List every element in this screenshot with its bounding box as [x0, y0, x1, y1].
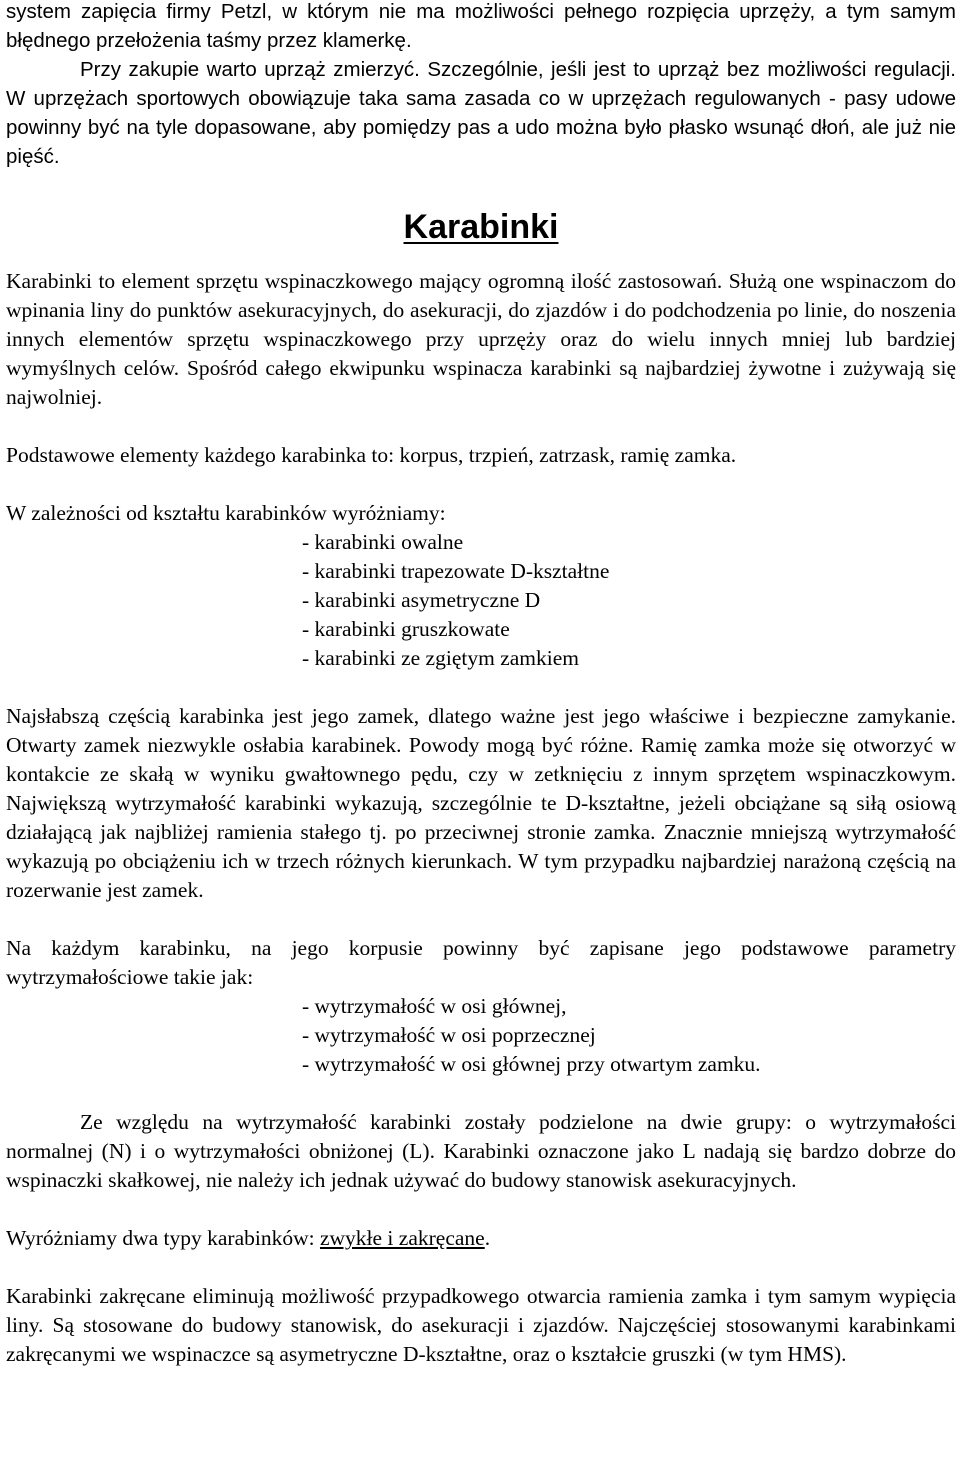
paragraph-parameters-intro: Na każdym karabinku, na jego korpusie powinny być zapisane jego podstawowe parametry wytrzymałościowe takie jak:: [6, 936, 956, 989]
list-item: - wytrzymałość w osi poprzecznej: [302, 1023, 596, 1047]
list-item: - wytrzymałość w osi głównej,: [302, 994, 567, 1018]
list-item: - karabinki owalne: [302, 530, 464, 554]
paragraph-basic-elements: Podstawowe elementy każdego karabinka to: korpus, trzpień, zatrzask, ramię zamka.: [6, 443, 737, 467]
types-suffix: .: [484, 1226, 491, 1250]
intro-paragraph-2: Przy zakupie warto uprząż zmierzyć. Szczególnie, jeśli jest to uprząż bez możliwości regulacji. W uprzężach sportowych obowiązuje taka sama zasada co w uprzężach regulowanych - pasy udowe powinny być na tyle dopasowane, aby pomiędzy pas a udo można było płasko wsunąć dłoń, ale już nie pięść.: [6, 58, 956, 168]
paragraph-types: [6, 1224, 956, 1253]
paragraph-strength-groups: Ze względu na wytrzymałość karabinki zostały podzielone na dwie grupy: o wytrzymałości normalnej (N) i o wytrzymałości obniżonej (L). Karabinki oznaczone jako L nadają się bardzo dobrze do wspinaczki skałkowej, nie należy ich jednak używać do budowy stanowisk asekuracyjnych.: [6, 1110, 956, 1192]
parameters-list: [6, 992, 956, 1079]
intro-paragraph-1: system zapięcia firmy Petzl, w którym nie ma możliwości pełnego rozpięcia uprzęży, a tym samym błędnego przełożenia taśmy przez klamerkę.: [6, 0, 956, 52]
list-item: - wytrzymałość w osi głównej przy otwartym zamku.: [302, 1052, 761, 1076]
list-item: - karabinki gruszkowate: [302, 617, 510, 641]
section-heading: Karabinki: [403, 208, 559, 246]
types-underlined: zwykłe i zakręcane: [319, 1226, 485, 1250]
list-item: - karabinki ze zgiętym zamkiem: [302, 646, 579, 670]
paragraph-intro-carabiners: Karabinki to element sprzętu wspinaczkowego mający ogromną ilość zastosowań. Służą one wspinaczom do wpinania liny do punktów asekuracyjnych, do asekuracji, do zjazdów i do podchodzenia po linie, do noszenia innych elementów sprzętu wspinaczkowego przy uprzęży oraz do wielu innych mniej lub bardziej wymyślnych celów. Spośród całego ekwipunku wspinacza karabinki są najbardziej żywotne i zużywają się najwolniej.: [6, 269, 956, 409]
list-item: - karabinki asymetryczne D: [302, 588, 541, 612]
shapes-list: [6, 528, 956, 673]
paragraph-gate-weakness: Najsłabszą częścią karabinka jest jego zamek, dlatego ważne jest jego właściwe i bezpieczne zamykanie. Otwarty zamek niezwykle osłabia karabinek. Powody mogą być różne. Ramię zamka może się otworzyć w kontakcie ze skałą w wyniku gwałtownego pędu, czy w zetknięciu z innym sprzętem wspinaczkowym. Największą wytrzymałość karabinki wykazują, szczególnie te D-kształtne, jeżeli obciążane są siłą osiową działającą jak najbliżej ramienia stałego tj. po przeciwnej stronie zamka. Znacznie mniejszą wytrzymałość wykazują po obciążeniu ich w trzech różnych kierunkach. W tym przypadku najbardziej narażoną częścią na rozerwanie jest zamek.: [6, 704, 956, 902]
paragraph-screwgate: Karabinki zakręcane eliminują możliwość przypadkowego otwarcia ramienia zamka i tym samym wypięcia liny. Są stosowane do budowy stanowisk, do asekuracji i zjazdów. Najczęściej stosowanymi karabinkami zakręcanymi we wspinaczce są asymetryczne D-kształtne, oraz o kształcie gruszki (w tym HMS).: [6, 1284, 956, 1366]
types-prefix: Wyróżniamy dwa typy karabinków:: [6, 1226, 320, 1250]
document-page: [6, 0, 956, 1369]
paragraph-shapes-intro: W zależności od kształtu karabinków wyróżniamy:: [6, 501, 446, 525]
list-item: - karabinki trapezowate D-kształtne: [302, 559, 610, 583]
